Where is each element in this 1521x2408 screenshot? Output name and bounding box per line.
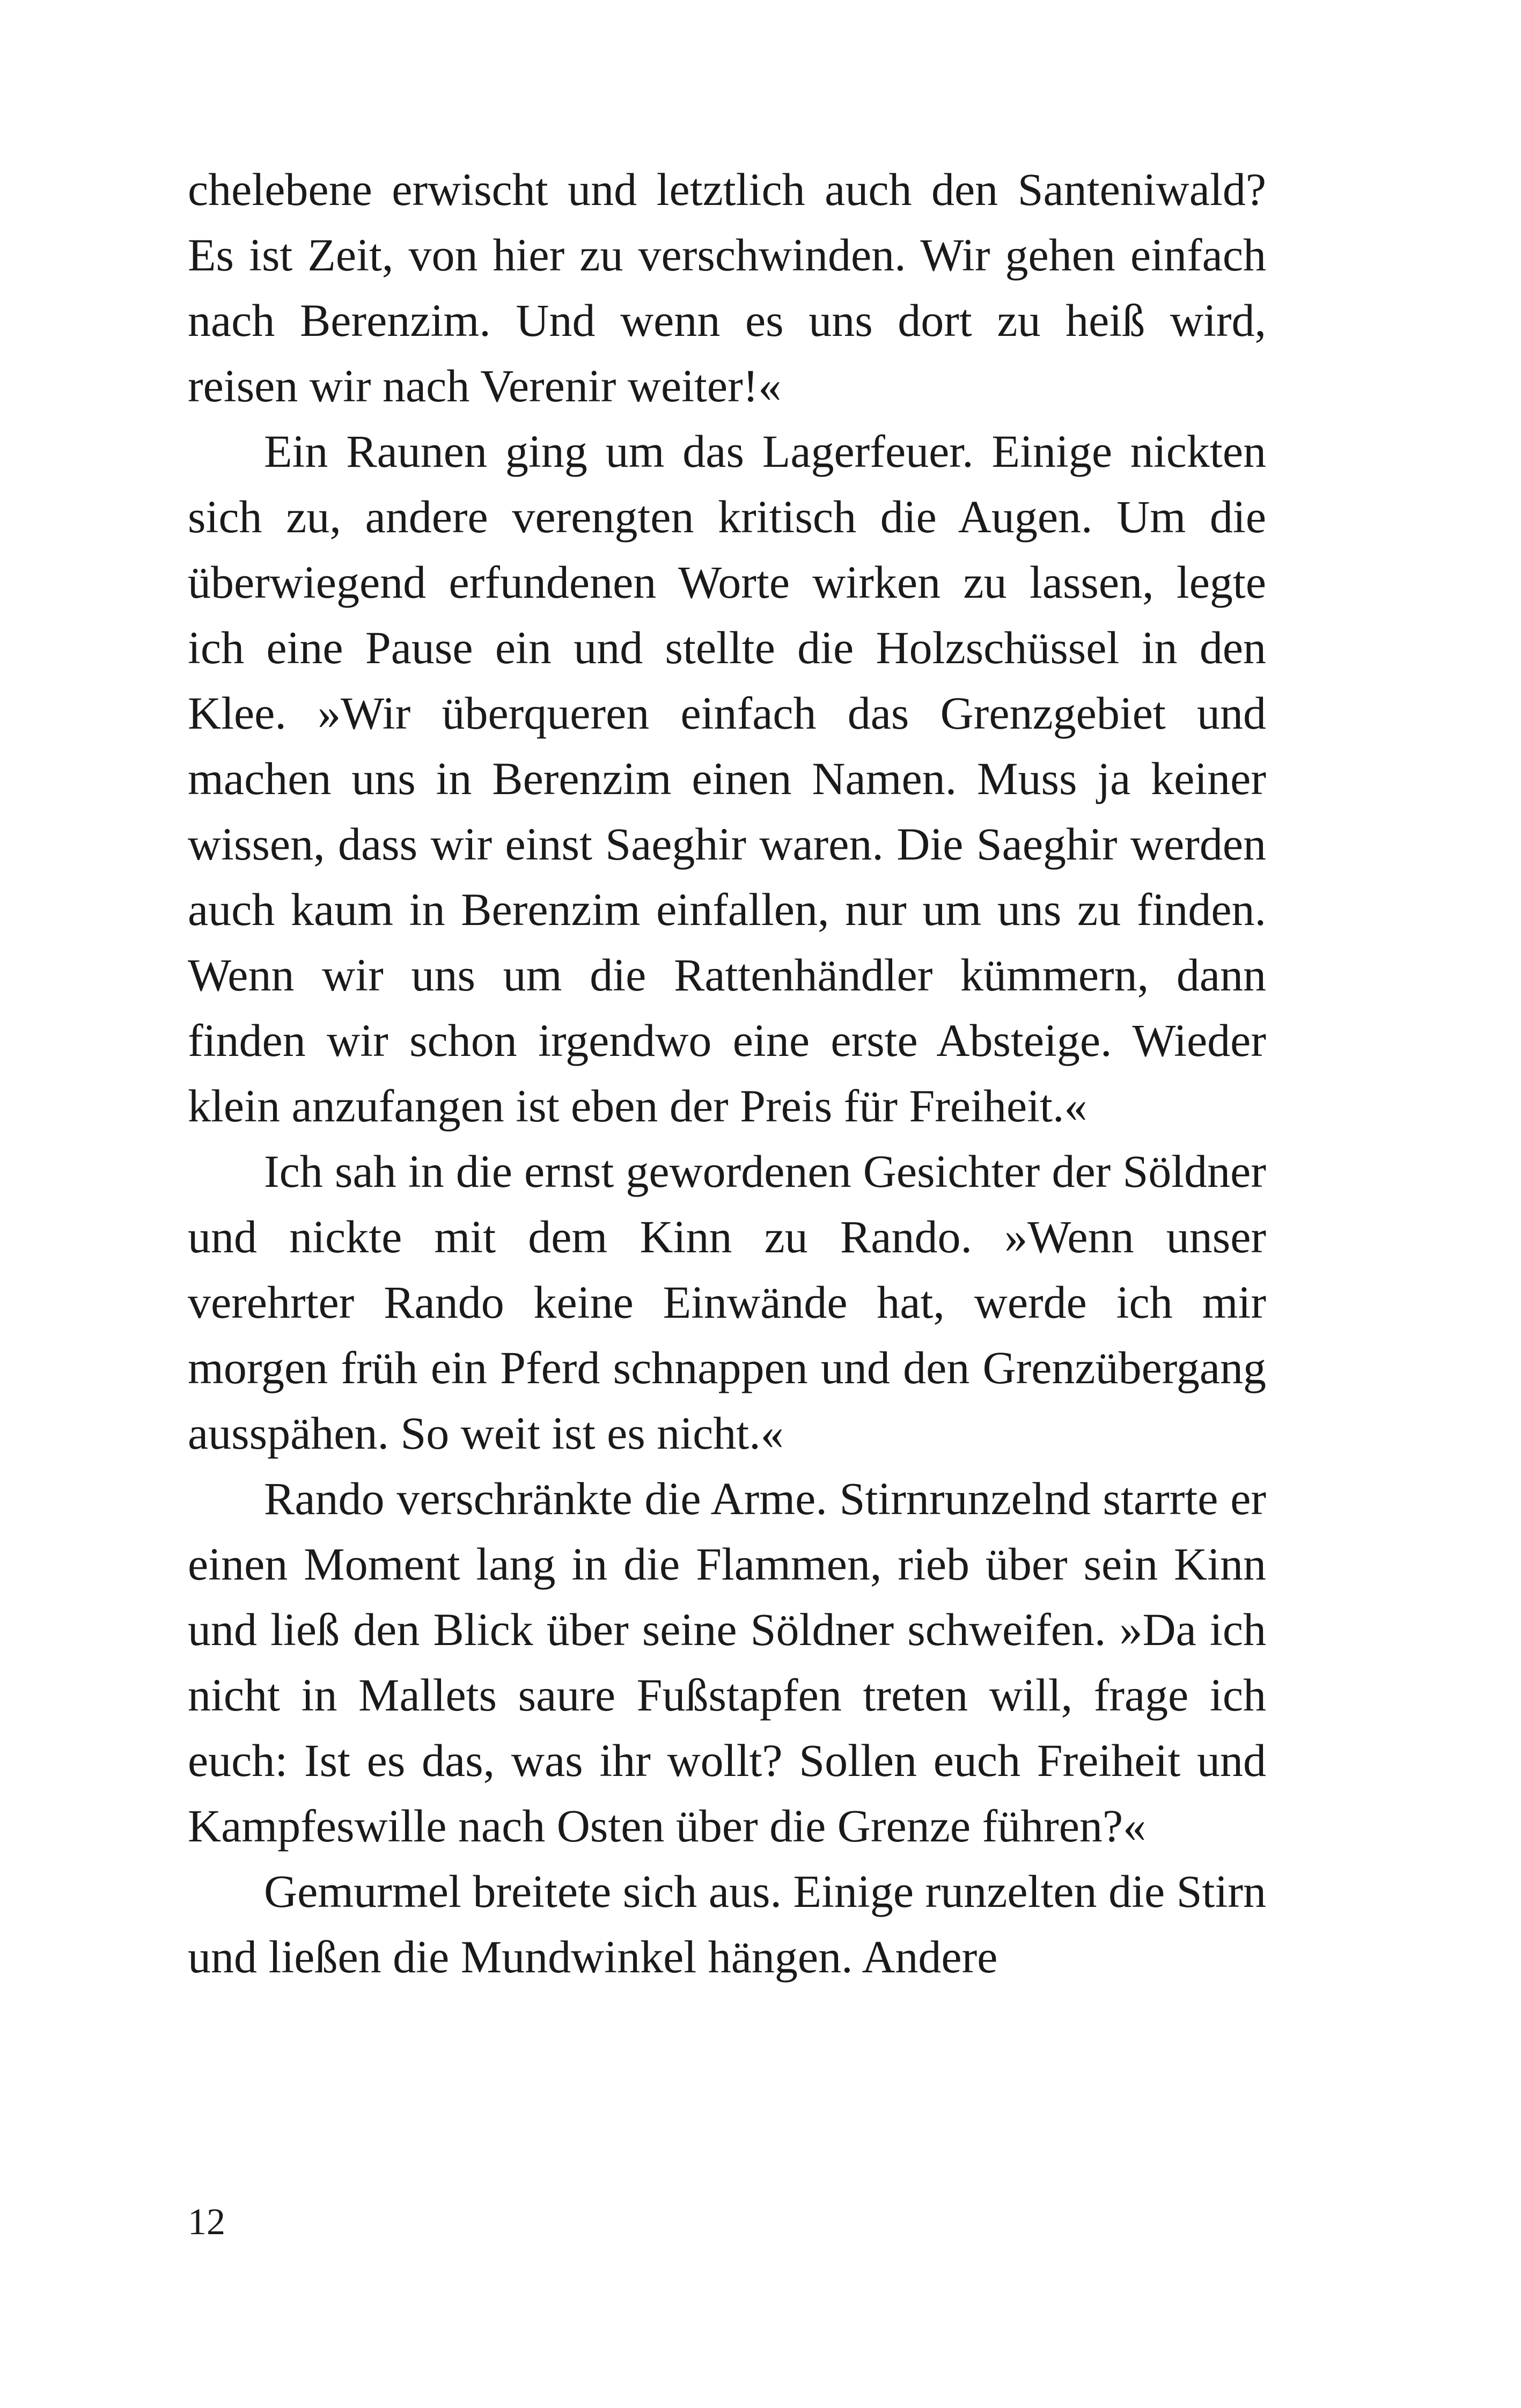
paragraph: Ein Raunen ging um das Lagerfeuer. Einige nickten sich zu, andere verengten kritisch die Augen. Um die überwiegend erfundenen Worte wirken zu lassen, legte ich eine Pause ein und stellte die Holzschüssel in den Klee. »Wir überqueren einfach das Grenzgebiet und machen uns in Berenzim einen Namen. Muss ja keiner wissen, dass wir einst Saeghir waren. Die Saeghir werden auch kaum in Berenzim einfallen, nur um uns zu finden. Wenn wir uns um die Rattenhändler kümmern, dann finden wir schon irgendwo eine erste Absteige. Wieder klein anzufangen ist eben der Preis für Freiheit.« bbox=[188, 425, 1266, 1132]
paragraph: Rando verschränkte die Arme. Stirnrunzelnd starrte er einen Moment lang in die Flammen, rieb über sein Kinn und ließ den Blick über seine Söldner schweifen. »Da ich nicht in Mallets saure Fußstapfen treten will, frage ich euch: Ist es das, was ihr wollt? Sollen euch Freiheit und Kampfeswille nach Osten über die Grenze führen?« bbox=[188, 1473, 1266, 1852]
paragraph: Ich sah in die ernst gewordenen Gesichter der Söldner und nickte mit dem Kinn zu Rando. »Wenn unser verehrter Rando keine Einwände hat, werde ich mir morgen früh ein Pferd schnappen und den Grenzübergang ausspähen. So weit ist es nicht.« bbox=[188, 1146, 1266, 1459]
body-text bbox=[188, 157, 1266, 1989]
paragraph: chelebene erwischt und letztlich auch den Santeniwald? Es ist Zeit, von hier zu verschwinden. Wir gehen einfach nach Berenzim. Und wenn es uns dort zu heiß wird, reisen wir nach Verenir weiter!« bbox=[188, 164, 1266, 412]
page-number: 12 bbox=[188, 2201, 225, 2243]
paragraph: Gemurmel breitete sich aus. Einige runzelten die Stirn und ließen die Mundwinkel hängen. Andere bbox=[188, 1866, 1266, 1983]
